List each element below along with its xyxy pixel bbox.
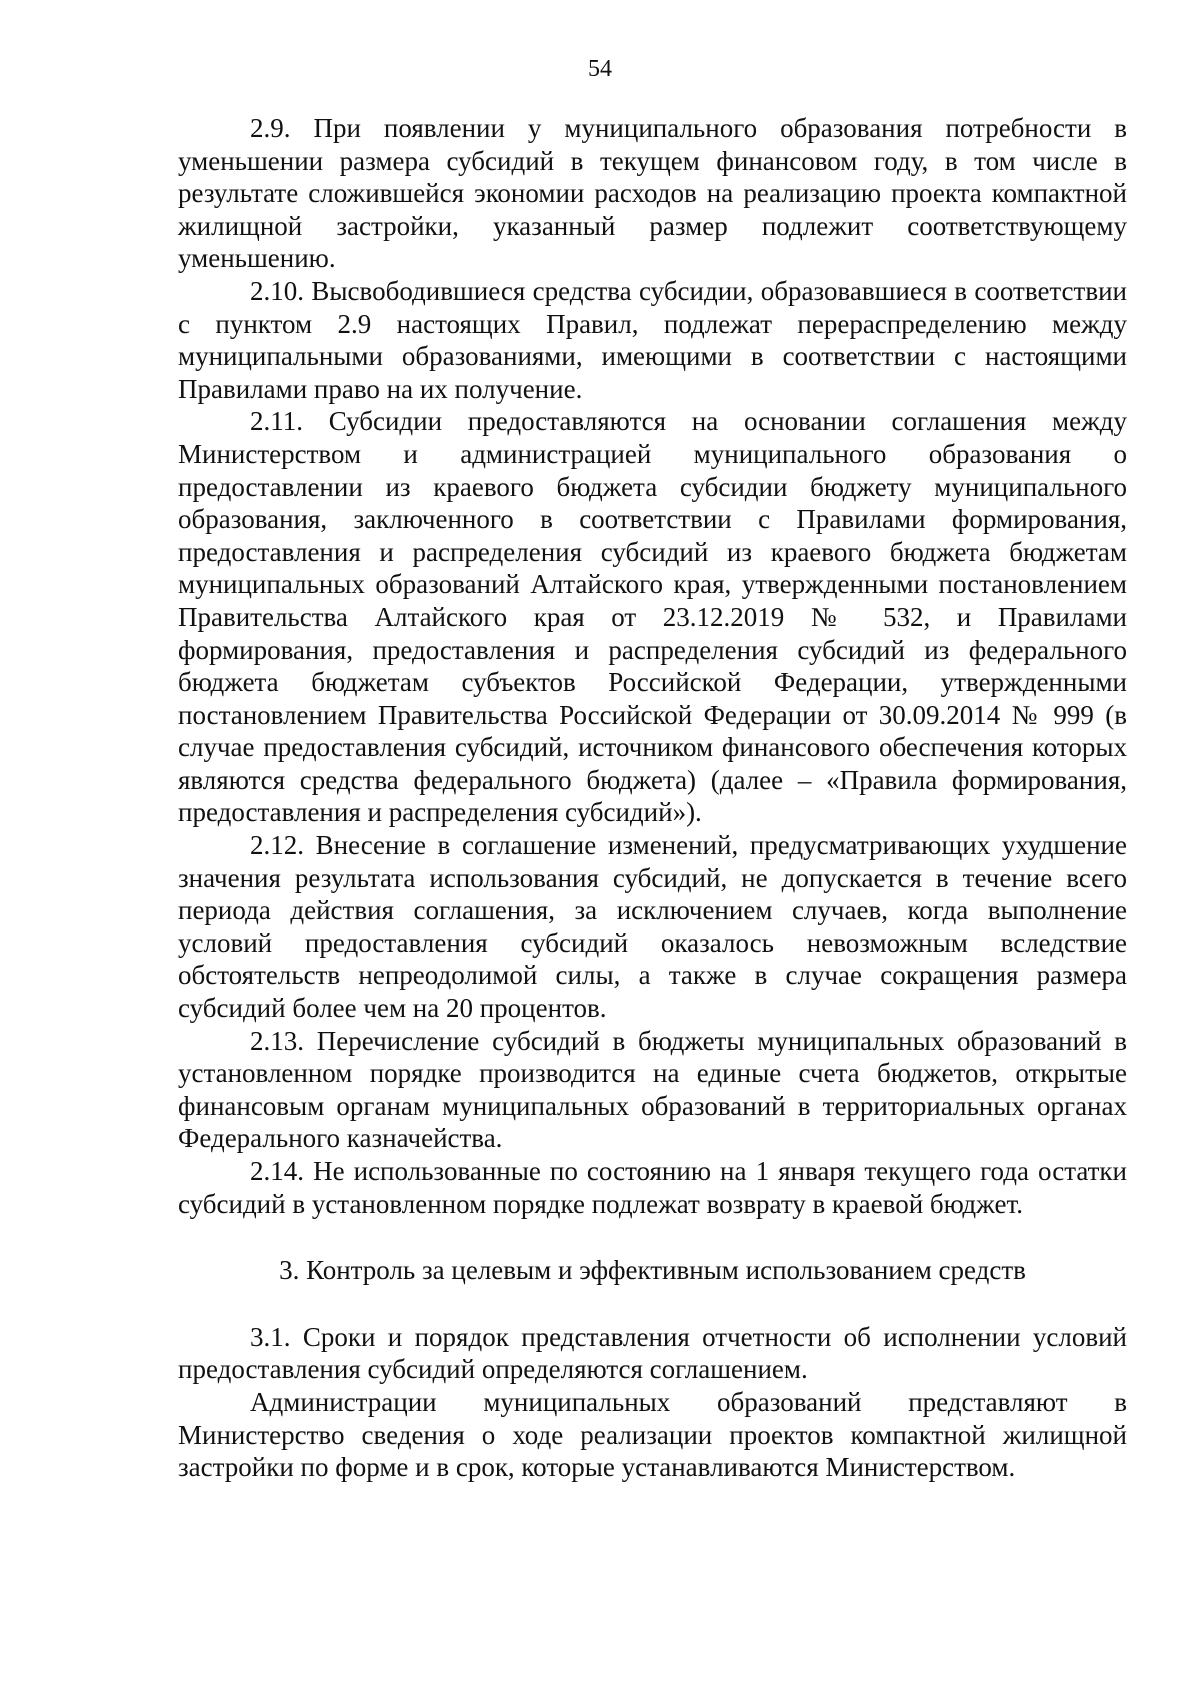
section-heading: 3. Контроль за целевым и эффективным использованием средств (279, 1255, 1026, 1286)
paragraph-3-1: 3.1. Сроки и порядок представления отчетности об исполнении условий предоставления субсидий определяются соглашением. (178, 1321, 1127, 1385)
paragraph-2-13: 2.13. Перечисление субсидий в бюджеты муниципальных образований в установленном порядке производится на единые счета бюджетов, открытые финансовым органам муниципальных образований в территориальных органах Федерального казначейства. (178, 1025, 1127, 1154)
paragraph-2-11: 2.11. Субсидии предоставляются на основании соглашения между Министерством и администрацией муниципального образования о предоставлении из краевого бюджета субсидии бюджету муниципального образования, заключенного в соответствии с Правилами формирования, предоставления и распределения субсидий из краевого бюджета бюджетам муниципальных образований Алтайского края, утвержденными постановлением Правительства Алтайского края от 23.12.2019 № 532, и Правилами формирования, предоставления и распределения субсидий из федерального бюджета бюджетам субъектов Российской Федерации, утвержденными постановлением Правительства Российской Федерации от 30.09.2014 № 999 (в случае предоставления субсидий, источником финансового обеспечения которых являются средства федерального бюджета) (далее – «Правила формирования, предоставления и распределения субсидий»). (178, 406, 1127, 828)
page-number: 54 (588, 56, 612, 82)
document-body (178, 112, 1127, 1484)
paragraph-2-10: 2.10. Высвободившиеся средства субсидии, образовавшиеся в соответствии с пунктом 2.9 настоящих Правил, подлежат перераспределению между муниципальными образованиями, имеющими в соответствии с настоящими Правилами право на их получение. (178, 275, 1127, 404)
paragraph-2-9: 2.9. При появлении у муниципального образования потребности в уменьшении размера субсидий в текущем финансовом году, в том числе в результате сложившейся экономии расходов на реализацию проекта компактной жилищной застройки, указанный размер подлежит соответствующему уменьшению. (178, 113, 1127, 274)
paragraph-2-12: 2.12. Внесение в соглашение изменений, предусматривающих ухудшение значения результата использования субсидий, не допускается в течение всего периода действия соглашения, за исключением случаев, когда выполнение условий предоставления субсидий оказалось невозможным вследствие обстоятельств непреодолимой силы, а также в случае сокращения размера субсидий более чем на 20 процентов. (178, 830, 1127, 1024)
paragraph-2-14: 2.14. Не использованные по состоянию на 1 января текущего года остатки субсидий в установленном порядке подлежат возврату в краевой бюджет. (178, 1156, 1127, 1219)
paragraph-administrations: Администрации муниципальных образований представляют в Министерство сведения о ходе реализации проектов компактной жилищной застройки по форме и в срок, которые устанавливаются Министерством. (178, 1386, 1127, 1483)
